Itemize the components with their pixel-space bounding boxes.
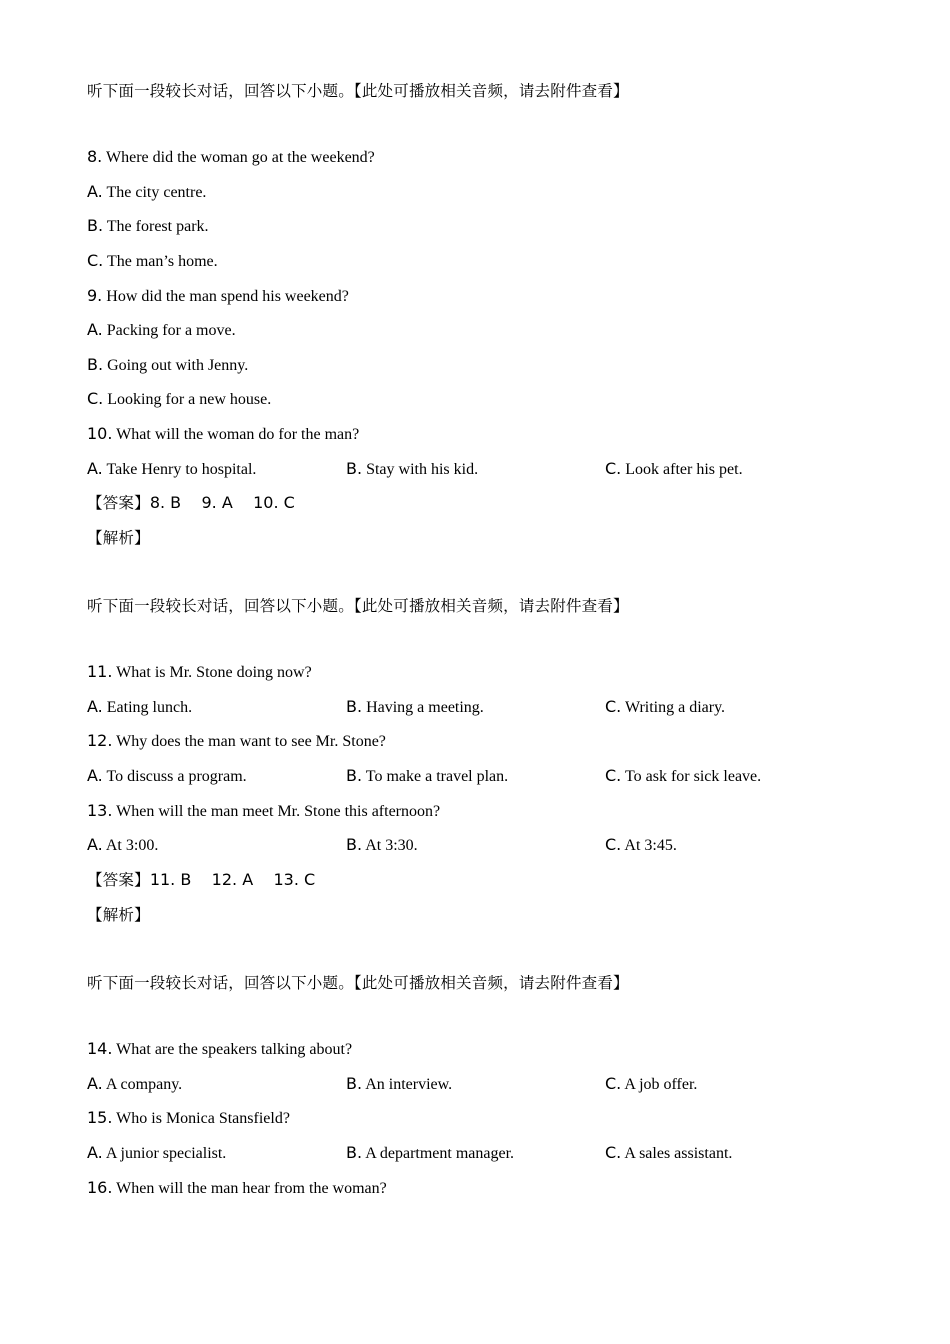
option-letter: A. — [87, 697, 103, 716]
option-15a — [87, 1143, 226, 1164]
option-letter: A. — [87, 320, 103, 339]
option-13a — [87, 835, 158, 856]
option-13c — [605, 835, 677, 856]
option-text: To make a travel plan. — [365, 768, 509, 785]
question-number: 15. — [87, 1108, 113, 1127]
option-10a — [87, 459, 256, 480]
answer-line — [87, 870, 315, 890]
section-intro: 听下面一段较长对话，回答以下小题。【此处可播放相关音频，请去附件查看】 — [87, 974, 629, 992]
option-letter: A. — [87, 1074, 103, 1093]
option-text: The man’s home. — [106, 253, 218, 270]
question-14 — [87, 1039, 352, 1060]
option-text: To ask for sick leave. — [624, 768, 762, 785]
option-letter: A. — [87, 182, 103, 201]
option-text: The forest park. — [106, 218, 209, 235]
option-12a — [87, 766, 247, 787]
option-letter: A. — [87, 835, 103, 854]
question-number: 16. — [87, 1178, 113, 1197]
question-15 — [87, 1108, 290, 1129]
option-text: Take Henry to hospital. — [106, 461, 257, 478]
question-8 — [87, 147, 375, 168]
option-9a — [87, 320, 236, 341]
option-12b — [346, 766, 508, 787]
question-11 — [87, 662, 312, 683]
option-text: A company. — [105, 1076, 183, 1093]
option-text: A job offer. — [624, 1076, 698, 1093]
option-letter: A. — [87, 459, 103, 478]
option-text: The city centre. — [106, 184, 207, 201]
answer-values: 11. B 12. A 13. C — [149, 870, 316, 889]
option-text: To discuss a program. — [106, 768, 247, 785]
section-intro: 听下面一段较长对话，回答以下小题。【此处可播放相关音频，请去附件查看】 — [87, 82, 629, 100]
option-letter: A. — [87, 766, 103, 785]
question-text: How did the man spend his weekend? — [106, 288, 349, 305]
option-letter: C. — [605, 459, 622, 478]
option-letter: B. — [346, 1143, 363, 1162]
answer-label: 【答案】 — [87, 871, 150, 889]
option-text: At 3:00. — [105, 837, 159, 854]
question-12 — [87, 731, 386, 752]
option-text: At 3:30. — [365, 837, 418, 854]
option-15c — [605, 1143, 732, 1164]
option-9b — [87, 355, 248, 376]
question-10 — [87, 424, 359, 445]
option-11a — [87, 697, 192, 718]
question-number: 8. — [87, 147, 103, 166]
option-text: Packing for a move. — [106, 322, 236, 339]
option-text: Going out with Jenny. — [107, 357, 249, 374]
option-text: Stay with his kid. — [366, 461, 479, 478]
question-text: What will the woman do for the man? — [116, 426, 360, 443]
option-8b — [87, 216, 209, 237]
question-13 — [87, 801, 440, 822]
question-number: 13. — [87, 801, 113, 820]
question-text: What is Mr. Stone doing now? — [116, 664, 312, 681]
question-number: 14. — [87, 1039, 113, 1058]
option-9c — [87, 389, 271, 410]
option-text: An interview. — [365, 1076, 453, 1093]
option-letter: C. — [87, 389, 104, 408]
option-letter: C. — [605, 1143, 622, 1162]
option-14c — [605, 1074, 697, 1095]
option-12c — [605, 766, 761, 787]
option-letter: C. — [605, 835, 622, 854]
option-letter: B. — [346, 766, 363, 785]
option-8a — [87, 182, 206, 203]
option-letter: C. — [605, 766, 622, 785]
question-16 — [87, 1178, 387, 1199]
question-text: When will the man meet Mr. Stone this afternoon? — [116, 803, 441, 820]
option-letter: C. — [87, 251, 104, 270]
option-letter: B. — [346, 459, 363, 478]
option-letter: B. — [346, 697, 363, 716]
option-text: Look after his pet. — [625, 461, 743, 478]
option-10c — [605, 459, 743, 480]
option-14a — [87, 1074, 182, 1095]
option-text: Eating lunch. — [106, 699, 193, 716]
option-letter: B. — [87, 216, 104, 235]
option-text: Having a meeting. — [366, 699, 484, 716]
answer-line — [87, 493, 295, 513]
question-number: 9. — [87, 286, 103, 305]
option-text: A sales assistant. — [624, 1145, 733, 1162]
option-letter: B. — [346, 1074, 363, 1093]
option-10b — [346, 459, 478, 480]
option-text: Looking for a new house. — [107, 391, 272, 408]
option-letter: A. — [87, 1143, 103, 1162]
analysis-label: 【解析】 — [87, 906, 150, 924]
answer-label: 【答案】 — [87, 494, 150, 512]
option-letter: B. — [87, 355, 104, 374]
question-number: 12. — [87, 731, 113, 750]
section-intro: 听下面一段较长对话，回答以下小题。【此处可播放相关音频，请去附件查看】 — [87, 597, 629, 615]
option-letter: C. — [605, 1074, 622, 1093]
answer-values: 8. B 9. A 10. C — [149, 493, 295, 512]
analysis-label: 【解析】 — [87, 529, 150, 547]
question-text: What are the speakers talking about? — [116, 1041, 353, 1058]
option-15b — [346, 1143, 514, 1164]
option-11c — [605, 697, 725, 718]
question-text: When will the man hear from the woman? — [116, 1180, 387, 1197]
option-8c — [87, 251, 218, 272]
question-text: Why does the man want to see Mr. Stone? — [116, 733, 386, 750]
option-text: A junior specialist. — [105, 1145, 227, 1162]
option-text: At 3:45. — [624, 837, 677, 854]
question-number: 10. — [87, 424, 113, 443]
question-9 — [87, 286, 349, 307]
option-14b — [346, 1074, 452, 1095]
question-number: 11. — [87, 662, 113, 681]
option-11b — [346, 697, 484, 718]
option-letter: B. — [346, 835, 363, 854]
option-letter: C. — [605, 697, 622, 716]
option-text: A department manager. — [365, 1145, 515, 1162]
question-text: Where did the woman go at the weekend? — [105, 149, 375, 166]
option-text: Writing a diary. — [624, 699, 726, 716]
option-13b — [346, 835, 418, 856]
question-text: Who is Monica Stansfield? — [116, 1110, 290, 1127]
